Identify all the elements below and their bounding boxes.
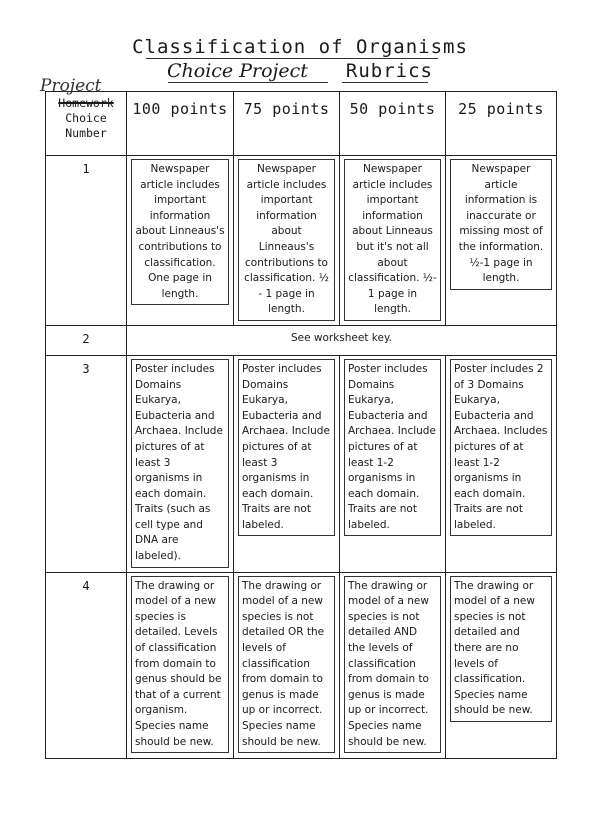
header-row [46, 92, 557, 156]
subtitle-rest: Rubrics [345, 60, 433, 82]
rubric-cell [340, 156, 446, 326]
rubric-cell [446, 156, 557, 326]
row-number: 4 [46, 572, 127, 758]
rubric-cell [340, 355, 446, 572]
row-number: 1 [46, 156, 127, 326]
rubric-text: Poster includes 2 of 3 Domains Eukarya, Eubacteria and Archaea. Includes pictures of at least 1-2 organisms in each domain. Traits are not labeled. [450, 359, 552, 537]
rubric-cell [234, 572, 340, 758]
struck-homework: Homework [58, 96, 114, 110]
header-100-points: 100 points [127, 92, 234, 156]
table-row [46, 572, 557, 758]
rubric-cell [234, 355, 340, 572]
rubric-text: Newspaper article includes important information about Linneaus but it's not all about classification. ½- 1 page in length. [344, 159, 441, 321]
rubric-cell [446, 355, 557, 572]
rubric-cell [127, 355, 234, 572]
rubric-text: Poster includes Domains Eukarya, Eubacteria and Archaea. Include pictures of at least 3 organisms in each domain. Traits are not labeled. [238, 359, 335, 537]
rubric-cell [234, 156, 340, 326]
header-choice-label: Choice [65, 111, 107, 125]
rubric-text: Poster includes Domains Eukarya, Eubacteria and Archaea. Include pictures of at least 1-2 organisms in each domain. Traits are not labeled. [344, 359, 441, 537]
header-50-points: 50 points [340, 92, 446, 156]
subtitle-handwritten: Choice Project [166, 60, 308, 82]
table-row [46, 355, 557, 572]
rubric-cell [127, 572, 234, 758]
header-75-points: 75 points [234, 92, 340, 156]
table-row [46, 325, 557, 355]
rubric-text: Newspaper article includes important information about Linneaus's contributions to classification. One page in length. [131, 159, 229, 305]
title-underline [146, 58, 438, 59]
rubric-text: The drawing or model of a new species is detailed. Levels of classification from domain to genus should be that of a current organism. Species name should be new. [131, 576, 229, 754]
row-number: 3 [46, 355, 127, 572]
rubric-text: The drawing or model of a new species is not detailed AND the levels of classification from domain to genus is made up or incorrect. Species name should be new. [344, 576, 441, 754]
rubric-table [45, 91, 557, 759]
page-title: Classification of Organisms [132, 36, 468, 58]
header-25-points: 25 points [446, 92, 557, 156]
rubric-cell [446, 572, 557, 758]
subtitle-underline-2 [342, 82, 428, 83]
rubric-text: The drawing or model of a new species is not detailed and there are no levels of classification. Species name should be new. [450, 576, 552, 722]
rubric-text: Poster includes Domains Eukarya, Eubacteria and Archaea. Include pictures of at least 3 organisms in each domain. Traits (such as cell type and DNA are labeled). [131, 359, 229, 568]
subtitle-underline-1 [168, 82, 328, 83]
rubric-cell [340, 572, 446, 758]
row-number: 2 [46, 325, 127, 355]
rubric-text: Newspaper article information is inaccurate or missing most of the information. ½-1 page in length. [450, 159, 552, 290]
rubric-full-cell: See worksheet key. [127, 325, 557, 355]
rubric-cell [127, 156, 234, 326]
rubric-text: Newspaper article includes important information about Linneaus's contributions to classification. ½ - 1 page in length. [238, 159, 335, 321]
header-choice-number [46, 92, 127, 156]
table-row [46, 156, 557, 326]
rubric-text: The drawing or model of a new species is not detailed OR the levels of classification from domain to genus is made up or incorrect. Species name should be new. [238, 576, 335, 754]
header-number-label: Number [65, 126, 107, 140]
handwritten-project-label: Project [40, 76, 102, 96]
